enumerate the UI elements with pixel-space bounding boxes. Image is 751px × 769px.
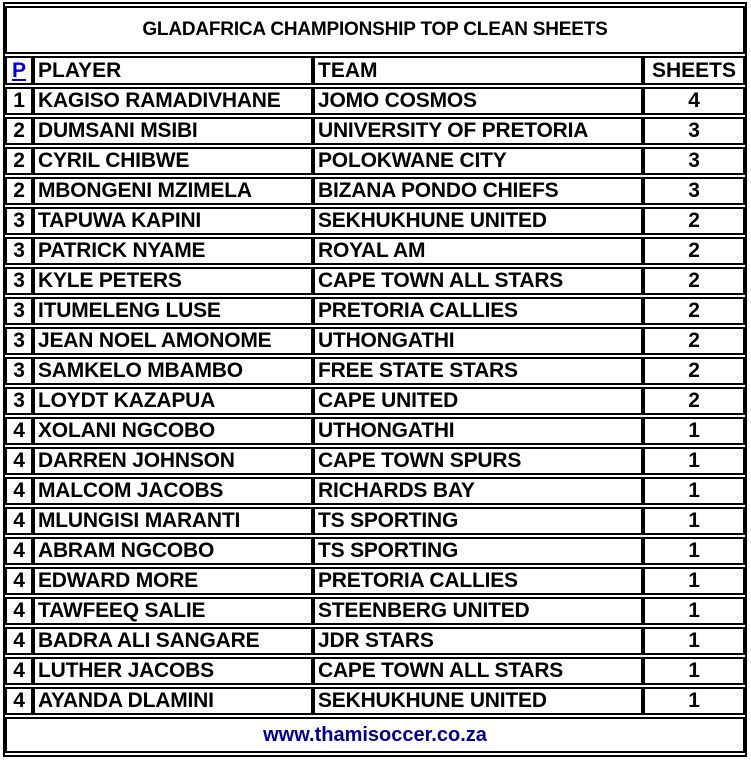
cell-sheets: 3 bbox=[643, 147, 745, 175]
stats-table bbox=[5, 4, 745, 755]
cell-team: BIZANA PONDO CHIEFS bbox=[313, 177, 643, 205]
cell-sheets: 1 bbox=[643, 537, 745, 565]
table-row bbox=[5, 657, 745, 685]
cell-position: 3 bbox=[5, 267, 33, 295]
cell-position: 4 bbox=[5, 537, 33, 565]
cell-player: MBONGENI MZIMELA bbox=[33, 177, 313, 205]
cell-player: XOLANI NGCOBO bbox=[33, 417, 313, 445]
cell-player: BADRA ALI SANGARE bbox=[33, 627, 313, 655]
cell-sheets: 3 bbox=[643, 117, 745, 145]
table-row bbox=[5, 537, 745, 565]
cell-position: 4 bbox=[5, 477, 33, 505]
table-row bbox=[5, 597, 745, 625]
cell-position: 4 bbox=[5, 447, 33, 475]
cell-sheets: 1 bbox=[643, 567, 745, 595]
cell-player: LOYDT KAZAPUA bbox=[33, 387, 313, 415]
cell-player: DUMSANI MSIBI bbox=[33, 117, 313, 145]
cell-position: 2 bbox=[5, 117, 33, 145]
cell-position: 1 bbox=[5, 87, 33, 115]
cell-position: 4 bbox=[5, 687, 33, 715]
cell-team: UTHONGATHI bbox=[313, 417, 643, 445]
table-row bbox=[5, 447, 745, 475]
cell-position: 4 bbox=[5, 657, 33, 685]
cell-team: PRETORIA CALLIES bbox=[313, 567, 643, 595]
cell-team: FREE STATE STARS bbox=[313, 357, 643, 385]
cell-player: ITUMELENG LUSE bbox=[33, 297, 313, 325]
cell-sheets: 3 bbox=[643, 177, 745, 205]
table-row bbox=[5, 297, 745, 325]
table-row bbox=[5, 357, 745, 385]
table-row bbox=[5, 387, 745, 415]
table-row bbox=[5, 237, 745, 265]
table-row bbox=[5, 507, 745, 535]
cell-position: 4 bbox=[5, 417, 33, 445]
cell-team: UTHONGATHI bbox=[313, 327, 643, 355]
column-header-position bbox=[5, 56, 33, 85]
cell-team: PRETORIA CALLIES bbox=[313, 297, 643, 325]
column-header-player: PLAYER bbox=[33, 56, 313, 85]
table-row bbox=[5, 267, 745, 295]
cell-team: STEENBERG UNITED bbox=[313, 597, 643, 625]
cell-team: TS SPORTING bbox=[313, 507, 643, 535]
cell-player: KAGISO RAMADIVHANE bbox=[33, 87, 313, 115]
cell-sheets: 1 bbox=[643, 447, 745, 475]
cell-team: CAPE UNITED bbox=[313, 387, 643, 415]
table-row bbox=[5, 177, 745, 205]
cell-position: 3 bbox=[5, 237, 33, 265]
table-row bbox=[5, 477, 745, 505]
footer-row bbox=[5, 717, 745, 753]
cell-sheets: 2 bbox=[643, 297, 745, 325]
table-row bbox=[5, 87, 745, 115]
cell-team: RICHARDS BAY bbox=[313, 477, 643, 505]
cell-player: TAPUWA KAPINI bbox=[33, 207, 313, 235]
cell-sheets: 2 bbox=[643, 237, 745, 265]
cell-sheets: 1 bbox=[643, 507, 745, 535]
cell-sheets: 1 bbox=[643, 687, 745, 715]
cell-position: 4 bbox=[5, 567, 33, 595]
table-row bbox=[5, 417, 745, 445]
cell-sheets: 2 bbox=[643, 267, 745, 295]
cell-player: ABRAM NGCOBO bbox=[33, 537, 313, 565]
cell-player: JEAN NOEL AMONOME bbox=[33, 327, 313, 355]
cell-sheets: 2 bbox=[643, 207, 745, 235]
table-row bbox=[5, 687, 745, 715]
cell-sheets: 1 bbox=[643, 597, 745, 625]
cell-position: 3 bbox=[5, 207, 33, 235]
table-row bbox=[5, 627, 745, 655]
cell-position: 3 bbox=[5, 357, 33, 385]
cell-team: JOMO COSMOS bbox=[313, 87, 643, 115]
position-sort-link[interactable]: P bbox=[11, 59, 26, 82]
cell-team: CAPE TOWN SPURS bbox=[313, 447, 643, 475]
cell-player: CYRIL CHIBWE bbox=[33, 147, 313, 175]
cell-team: POLOKWANE CITY bbox=[313, 147, 643, 175]
table-row bbox=[5, 207, 745, 235]
cell-position: 2 bbox=[5, 147, 33, 175]
footer-cell bbox=[5, 717, 745, 753]
cell-team: JDR STARS bbox=[313, 627, 643, 655]
title-row bbox=[5, 6, 745, 54]
cell-position: 3 bbox=[5, 387, 33, 415]
column-header-sheets: SHEETS bbox=[643, 56, 745, 85]
cell-player: DARREN JOHNSON bbox=[33, 447, 313, 475]
cell-sheets: 4 bbox=[643, 87, 745, 115]
cell-position: 2 bbox=[5, 177, 33, 205]
cell-player: MALCOM JACOBS bbox=[33, 477, 313, 505]
cell-team: SEKHUKHUNE UNITED bbox=[313, 207, 643, 235]
cell-sheets: 1 bbox=[643, 417, 745, 445]
clean-sheets-table bbox=[3, 2, 747, 757]
column-header-team: TEAM bbox=[313, 56, 643, 85]
cell-team: SEKHUKHUNE UNITED bbox=[313, 687, 643, 715]
table-row bbox=[5, 117, 745, 145]
cell-position: 4 bbox=[5, 507, 33, 535]
cell-player: SAMKELO MBAMBO bbox=[33, 357, 313, 385]
cell-position: 4 bbox=[5, 597, 33, 625]
cell-player: EDWARD MORE bbox=[33, 567, 313, 595]
cell-sheets: 1 bbox=[643, 477, 745, 505]
cell-player: KYLE PETERS bbox=[33, 267, 313, 295]
table-row bbox=[5, 567, 745, 595]
cell-player: AYANDA DLAMINI bbox=[33, 687, 313, 715]
website-link[interactable]: www.thamisoccer.co.za bbox=[263, 724, 487, 746]
table-row bbox=[5, 327, 745, 355]
cell-position: 3 bbox=[5, 297, 33, 325]
cell-position: 4 bbox=[5, 627, 33, 655]
cell-position: 3 bbox=[5, 327, 33, 355]
cell-sheets: 2 bbox=[643, 387, 745, 415]
table-body bbox=[5, 87, 745, 715]
cell-sheets: 1 bbox=[643, 627, 745, 655]
cell-team: CAPE TOWN ALL STARS bbox=[313, 657, 643, 685]
cell-player: PATRICK NYAME bbox=[33, 237, 313, 265]
cell-sheets: 2 bbox=[643, 357, 745, 385]
table-row bbox=[5, 147, 745, 175]
cell-team: TS SPORTING bbox=[313, 537, 643, 565]
cell-team: UNIVERSITY OF PRETORIA bbox=[313, 117, 643, 145]
cell-player: MLUNGISI MARANTI bbox=[33, 507, 313, 535]
cell-sheets: 2 bbox=[643, 327, 745, 355]
page-title: GLADAFRICA CHAMPIONSHIP TOP CLEAN SHEETS bbox=[5, 6, 745, 54]
cell-team: CAPE TOWN ALL STARS bbox=[313, 267, 643, 295]
cell-team: ROYAL AM bbox=[313, 237, 643, 265]
cell-sheets: 1 bbox=[643, 657, 745, 685]
cell-player: TAWFEEQ SALIE bbox=[33, 597, 313, 625]
cell-player: LUTHER JACOBS bbox=[33, 657, 313, 685]
header-row bbox=[5, 56, 745, 85]
